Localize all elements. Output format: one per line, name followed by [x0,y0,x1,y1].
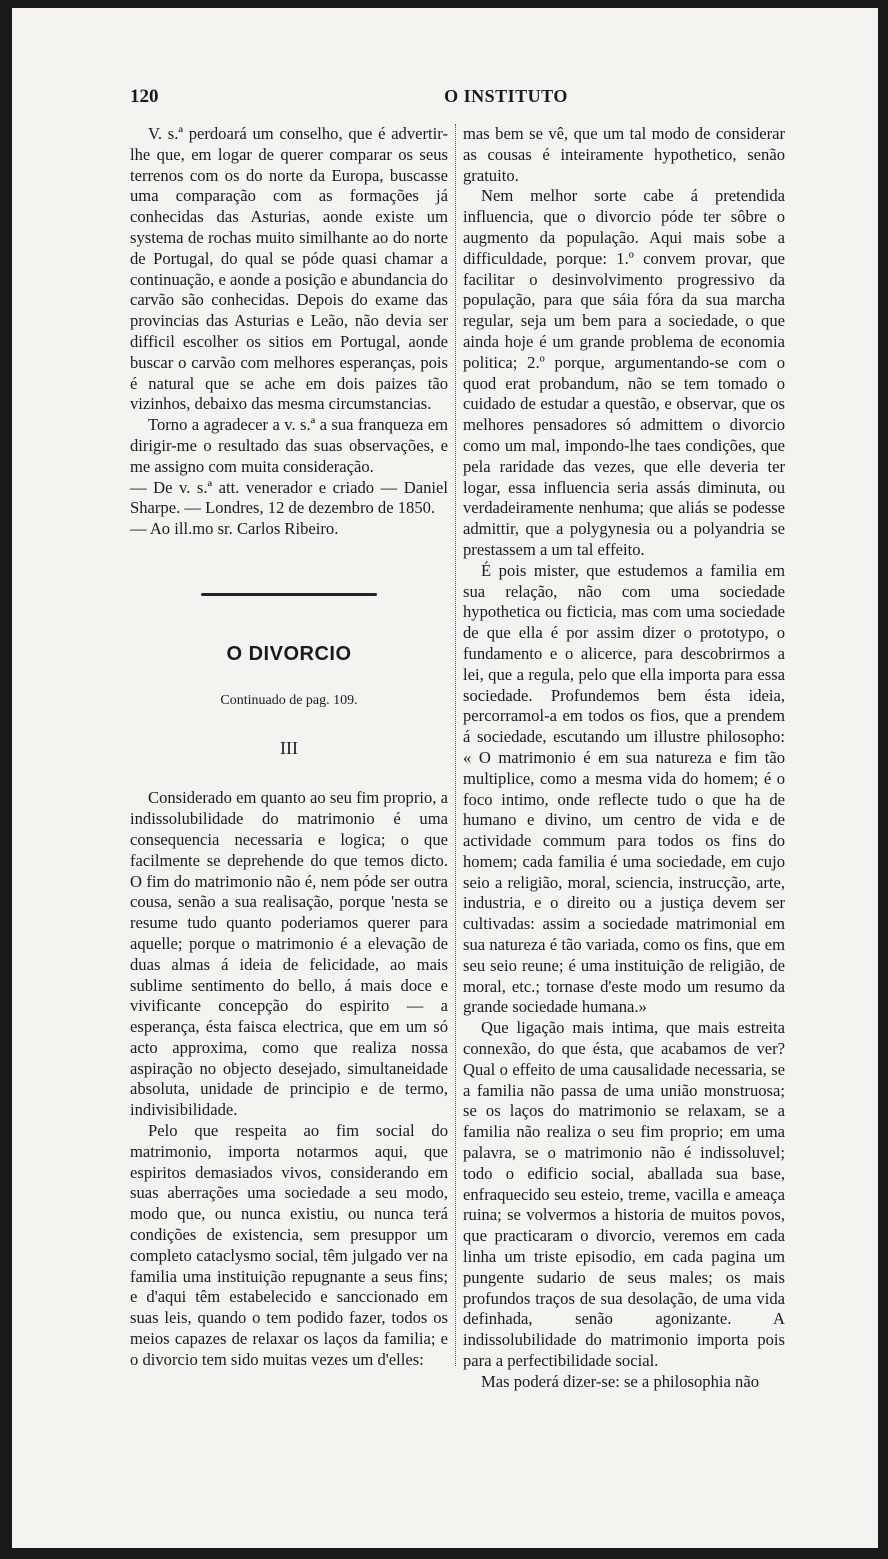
right-column [463,124,785,1393]
section-title: O DIVORCIO [226,642,352,665]
running-title: O INSTITUTO [444,86,568,106]
continued-note: Continuado de pag. 109. [220,692,358,708]
section-number: III [280,737,298,758]
body-paragraph: Pelo que respeita ao fim social do matrimonio, importa notarmos aqui, que espiritos demasiados vivos, considerando em suas aberrações uma sociedade a seu modo, modo que, ou nunca existiu, ou nunca terá condições de existencia, sem presuppor um completo cataclysmo social, têm julgado ver na familia uma instituição repugnante a seus fins; e d'aqui têm estabelecido e sanccionado em suas leis, quando o tem podido fazer, todos os meios capazes de relaxar os laços da familia; e o divorcio tem sido muitas vezes um d'elles: [130,1121,448,1369]
body-paragraph: Que ligação mais intima, que mais estreita connexão, do que ésta, que acabamos de ver? Qual o effeito de uma causalidade necessaria, se a familia não passa de uma união monstruosa; se os laços do matrimonio se relaxam, se a familia não realiza o seu fim proprio; em uma palavra, se o matrimonio não é indissoluvel; todo o edificio social, aballada sua base, enfraquecido seu esteio, treme, vacilla e ameaça ruina; se volvermos a historia de muitos povos, que practicaram o divorcio, veremos em cada linha um triste episodio, em cada pagina um pungente sudario de seus males; os mais profundos traços de sua desolação, de uma vida definhada, senão agonizante. A indissolubilidade do matrimonio importa pois para a perfectibilidade social. [463,1018,785,1371]
body-paragraph: mas bem se vê, que um tal modo de considerar as cousas é inteiramente hypothetico, senão gratuito. [463,124,785,185]
letter-paragraph: V. s.ª perdoará um conselho, que é advertir-lhe que, em logar de querer comparar os seus terrenos com os do norte da Europa, buscasse uma comparação com as formações já conhecidas das Asturias, aonde existe um systema de rochas muito similhante ao do norte de Portugal, do qual se póde quasi chamar a continuação, e aonde a posição e abundancia do carvão são conhecidas. Depois do exame das provincias das Asturias e Leão, não devia ser difficil escolher os sitios em Portugal, aonde buscar o carvão com melhores esperanças, pois é natural que se ache em dois paizes tão vizinhos, debaixo das mesma circumstancias. [130,124,448,414]
left-column [130,124,448,1371]
section-rule [201,593,377,596]
page-header [128,84,784,110]
page-number: 120 [130,86,159,107]
body-paragraph: É pois mister, que estudemos a familia em sua relação, não com uma sociedade hypothetica ou ficticia, mas com uma sociedade de que ella é por assim dizer o prototypo, o fundamento e o alicerce, para descobrirmos a lei, que a regula, pelo que ella importa para essa sociedade. Profundemos bem ésta ideia, percorramol-a em todos os fios, que a prendem á sociedade, escutando um illustre philosopho: « O matrimonio é em sua natureza e fim tão multiplice, como a mesma vida do homem; é o foco intimo, onde reflecte tudo o que ha de humano e divino, um centro de vida e de actividade commum para todos os fins do homem; cada familia é uma sociedade, em cujo seio a religião, moral, sciencia, instrucção, arte, industria, e o direito ou a justiça devem ser cultivadas: assim a sociedade matrimonial em sua natureza é tão variada, como os fins, que em seu seio reune; é uma instituição de religião, de moral, etc.; tornase d'este modo um resumo da grande sociedade humana.» [463,560,785,1017]
body-paragraph: Nem melhor sorte cabe á pretendida influencia, que o divorcio póde ter sôbre o augmento da população. Aqui mais sobe a difficuldade, porque: 1.º convem provar, que facilitar o desinvolvimento progressivo da população, para que sáia fóra da sua marcha regular, seja um bem para a sociedade, o que ainda hoje é um grande problema de economia politica; 2.º porque, argumentando-se com o quod erat probandum, não se tem tomado o cuidado de estudar a questão, e observar, que os melhores pensadores só admittem o divorcio como um mal, impondo-lhe taes condições, que pela raridade das vezes, que elle deveria ter logar, essa influencia seria assás diminuta, ou verdadeiramente nenhuma; que aliás se podesse admittir, que a polygynesia ou a polyandria se prestassem a um tal effeito. [463,186,785,559]
body-paragraph: Considerado em quanto ao seu fim proprio, a indissolubilidade do matrimonio é uma consequencia necessaria e logica; o que facilmente se deprehende do que temos dicto. O fim do matrimonio não é, nem póde ser outra cousa, senão a sua realisação, porque 'nesta se resume tudo quanto poderiamos querer para aquelle; porque o matrimonio é a elevação de duas almas á ideia de felicidade, ao mais sublime sentimento do bello, á mais doce e vivificante concepção do espirito — a esperança, ésta faisca electrica, que em um só acto approxima, como que realiza nossa aspiração no objecto desejado, simultaneidade absoluta, unidade de principio e de termo, indivisibilidade. [130,788,448,1120]
letter-signoff [130,478,448,540]
column-divider [455,124,456,1366]
signoff-line: — Ao ill.mo sr. Carlos Ribeiro. [130,519,339,539]
letter-paragraph: Torno a agradecer a v. s.ª a sua franqueza em dirigir-me o resultado das suas observações, e me assigno com muita consideração. [130,415,448,476]
signoff-line: — De v. s.ª att. venerador e criado — Daniel Sharpe. — Londres, 12 de dezembro de 1850. [130,477,448,518]
body-paragraph: Mas poderá dizer-se: se a philosophia não [481,1371,759,1391]
